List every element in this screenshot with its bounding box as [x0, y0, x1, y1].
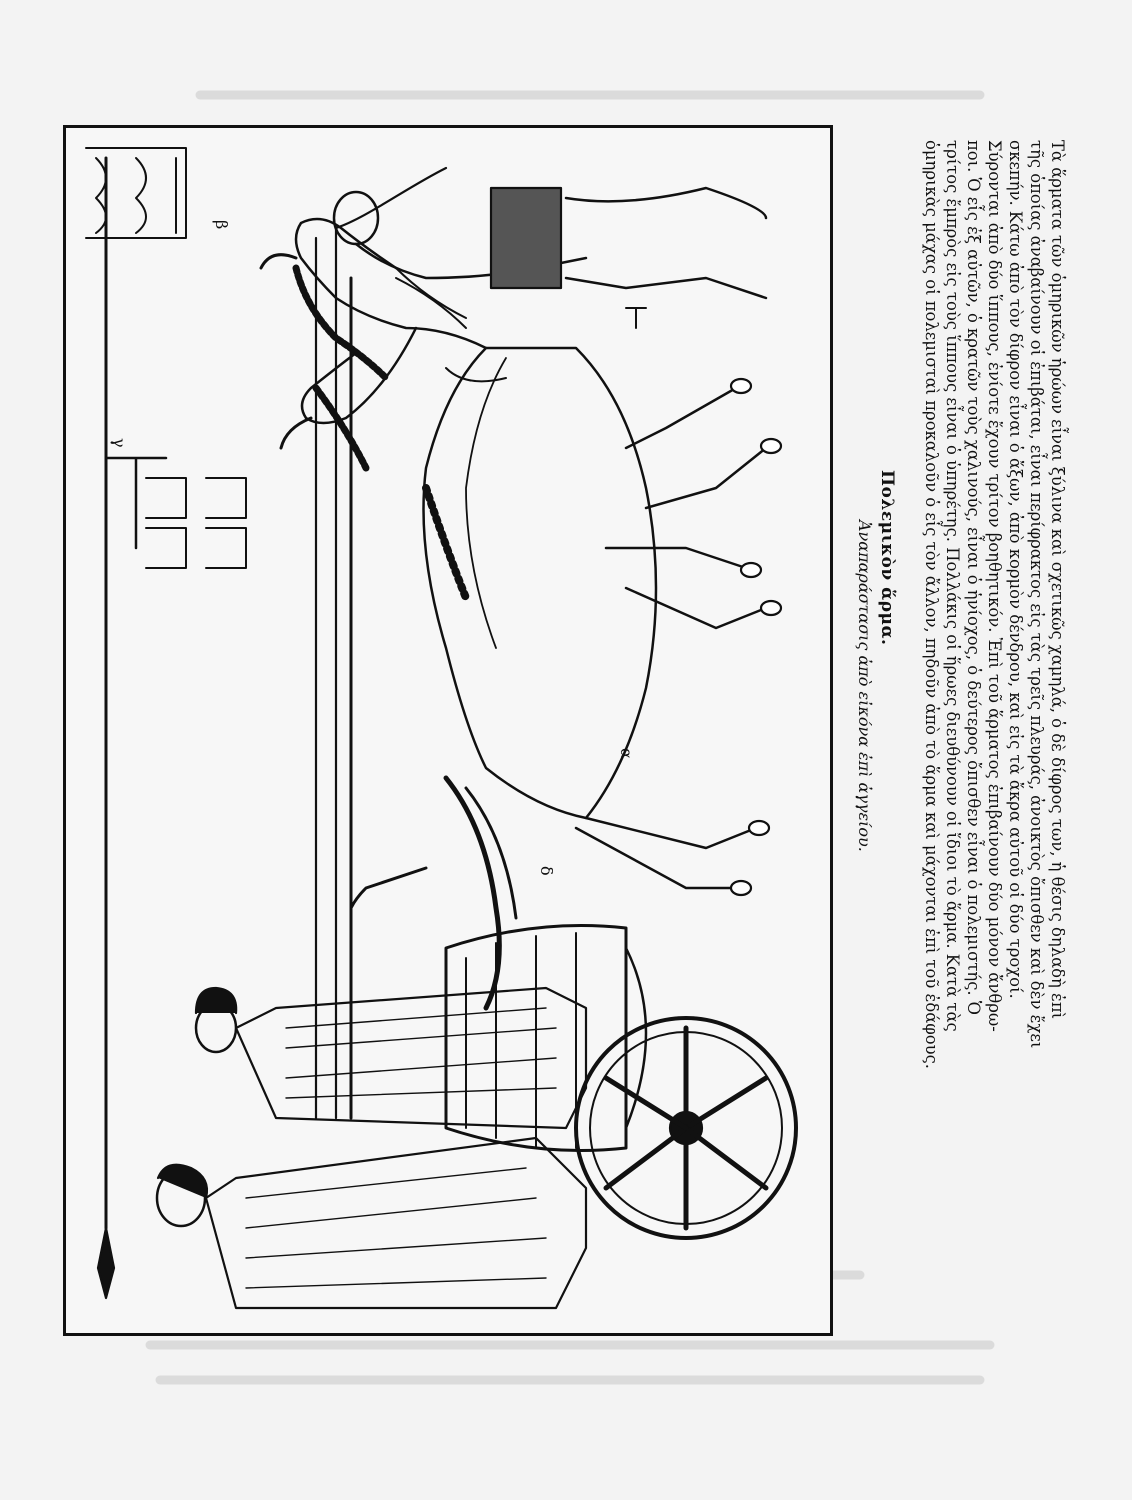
- caption-line: Τὰ ἅρματα τῶν ὁμηρικῶν ἡρώων εἶναι ξύλινα καὶ σχετικῶς χαμηλά, ὁ δὲ δίφρος των, ἡ θέσις δηλαδὴ ἐπὶ: [1048, 140, 1067, 1020]
- caption-line: Σύρονται ἀπὸ δύο ἵππους, ἐνίοτε ἔχουν τρίτον βοηθητικόν. Ἐπὶ τοῦ ἅρματος ἐπιβαίνουν δύο μόνον ἄνθρω-: [985, 140, 1004, 1032]
- chariot-illustration: [63, 125, 833, 1336]
- caption-line: τρίτος ἔμπρὸς εἰς τοὺς ἵππους εἶναι ὁ ὑπηρέτης. Πολλάκις οἱ ἥρωες διευθύνουν οἱ ἴδιοι τὸ ἅρμα. Κατὰ τὰς: [943, 140, 962, 1032]
- chariot-drawing: [66, 128, 830, 1333]
- caption-line: ποι. Ὁ εἷς ἐξ αὐτῶν, ὁ κρατῶν τοὺς χαλινούς, εἶναι ὁ ἡνίοχος, ὁ δεύτερος ὄπισθεν εἶναι ὁ πολεμιστής. Ὁ: [964, 140, 983, 1015]
- caption-body: [921, 140, 1068, 1350]
- caption-line: σκεπήν. Κάτω ἀπὸ τὸν δίφρον εἶναι ὁ ἄξων, ἀπὸ κορμὸν δένδρου, καὶ εἰς τὰ ἄκρα αὐτοῦ οἱ δύο τροχοί.: [1006, 140, 1025, 999]
- caption-line: τῆς ὁποίας ἀναβαίνουν οἱ ἐπιβάται, εἶναι περίφρακτος εἰς τὰς τρεῖς πλευράς, ἀνοικτὸς ὄπισθεν καὶ δὲν ἔχει: [1027, 140, 1046, 1049]
- caption-subtitle: Ἀναπαράστασις ἀπὸ εἰκόνα ἐπὶ ἀγγείου.: [855, 520, 874, 852]
- caption-title: Πολεμικὸν ἅρμα.: [877, 470, 897, 646]
- figure-caption: [842, 0, 1132, 1500]
- figure-label-d: δ: [537, 866, 556, 876]
- figure-label-a: α: [617, 748, 636, 759]
- caption-line: ὁμηρικὰς μάχας οἱ πολεμισταὶ προκαλοῦν ὁ εἷς τὸν ἄλλον, πηδοῦν ἀπὸ τὸ ἅρμα καὶ μάχονται ἐπὶ τοῦ ἐδάφους.: [922, 140, 941, 1069]
- figure-label-b: β: [212, 220, 231, 230]
- figure-label-c: γ: [110, 438, 129, 448]
